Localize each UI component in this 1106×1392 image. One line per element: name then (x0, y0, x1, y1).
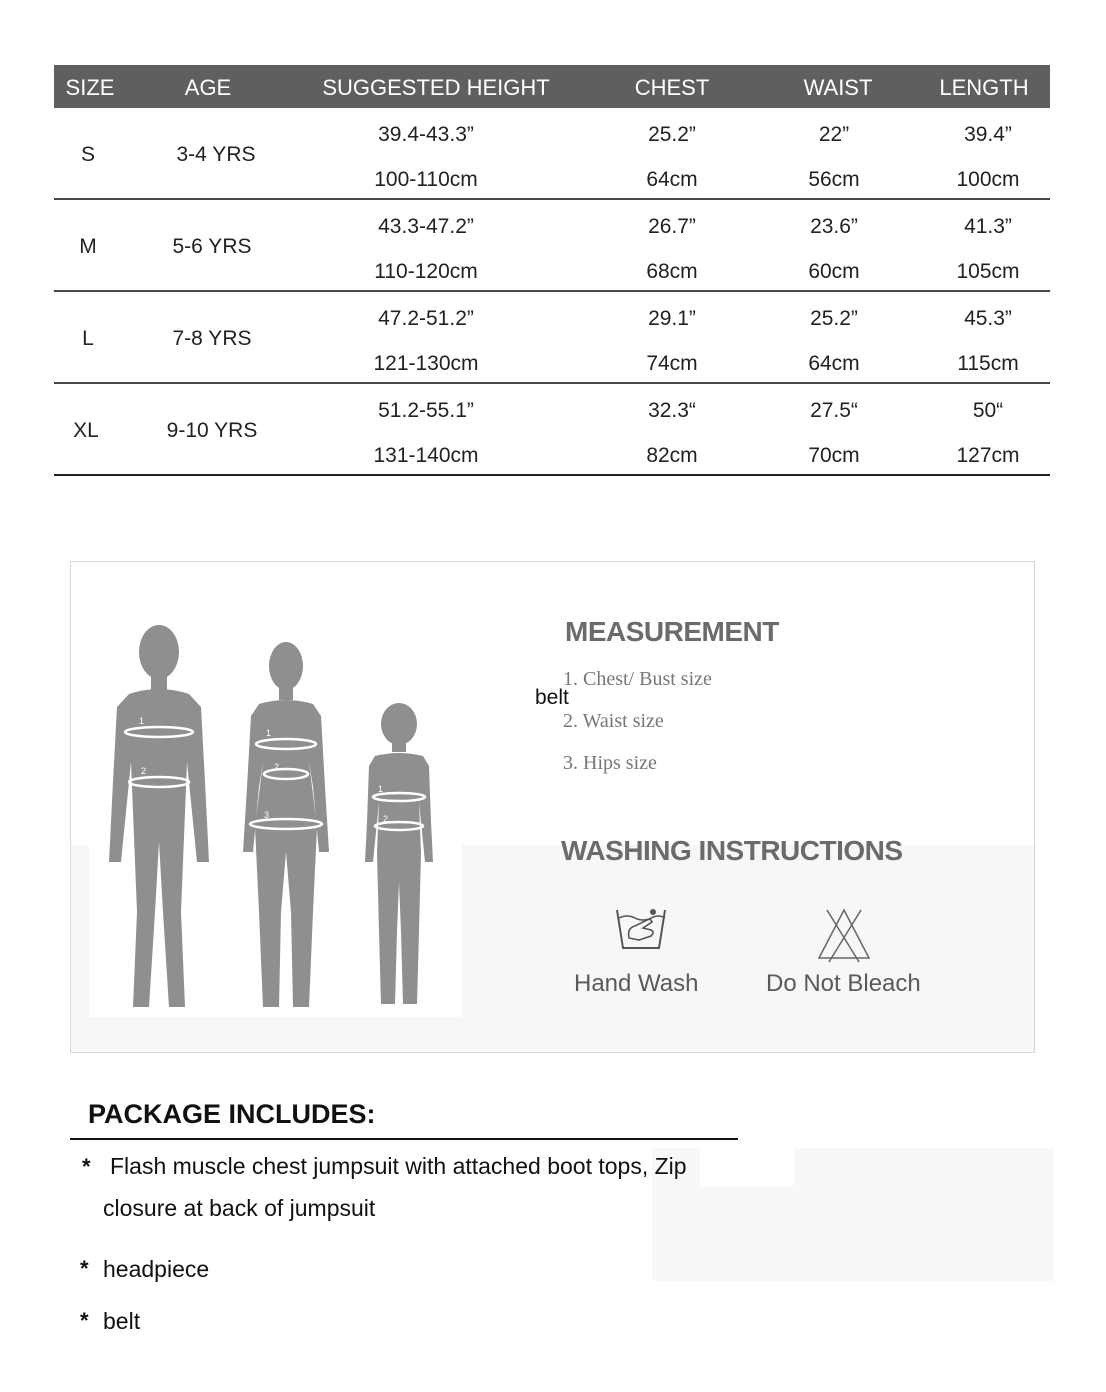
measurement-title: MEASUREMENT (565, 616, 779, 647)
header-age: AGE (184, 75, 232, 100)
cell-height-cm: 131-140cm (373, 444, 479, 467)
background-patch (700, 1148, 794, 1186)
package-item: Flash muscle chest jumpsuit with attached boot tops, Zip (110, 1153, 687, 1179)
cell-age: 5-6 YRS (172, 235, 252, 258)
header-height: SUGGESTED HEIGHT (322, 75, 550, 100)
cell-age: 7-8 YRS (172, 327, 252, 350)
bullet-icon: * (80, 1256, 89, 1281)
cell-chest-cm: 68cm (646, 260, 698, 283)
table-row (54, 200, 1050, 292)
mark-label: 2 (383, 814, 389, 824)
cell-length-cm: 115cm (957, 352, 1019, 375)
cell-length-in: 41.3” (964, 215, 1012, 238)
package-divider (70, 1138, 738, 1140)
cell-age: 3-4 YRS (176, 143, 256, 166)
cell-waist-in: 25.2” (810, 307, 858, 330)
cell-size: M (79, 235, 97, 258)
cell-height-in: 39.4-43.3” (378, 123, 474, 146)
mark-label: 1 (378, 784, 384, 794)
mark-label: 1 (139, 716, 145, 726)
cell-height-cm: 121-130cm (373, 352, 479, 375)
cell-waist-cm: 60cm (808, 260, 860, 283)
package-item: belt (103, 1308, 141, 1334)
cell-height-in: 51.2-55.1” (378, 399, 474, 422)
cell-waist-cm: 70cm (808, 444, 860, 467)
woman-silhouette-icon (243, 642, 329, 1007)
cell-height-cm: 100-110cm (374, 168, 478, 191)
hand-wash-icon (613, 904, 669, 952)
mark-label: 2 (274, 762, 280, 772)
header-size: SIZE (65, 75, 115, 100)
cell-waist-in: 22” (818, 123, 850, 146)
cell-age: 9-10 YRS (166, 419, 258, 442)
bullet-icon: * (82, 1154, 91, 1179)
cell-length-cm: 100cm (956, 168, 1020, 191)
package-item-continued: closure at back of jumpsuit (103, 1195, 376, 1221)
cell-chest-in: 26.7” (648, 215, 696, 238)
cell-chest-in: 32.3“ (648, 399, 696, 422)
mark-label: 1 (266, 728, 272, 738)
size-table-header (54, 65, 1050, 108)
table-row (54, 384, 1050, 476)
header-chest: CHEST (634, 75, 710, 100)
man-silhouette-icon (109, 625, 209, 1007)
cell-length-in: 39.4” (964, 123, 1012, 146)
mark-label: 2 (141, 766, 147, 776)
cell-size: XL (73, 419, 99, 442)
measurement-panel (70, 561, 1035, 1053)
washing-title: WASHING INSTRUCTIONS (561, 835, 903, 866)
package-title: PACKAGE INCLUDES: (88, 1099, 376, 1129)
cell-length-in: 45.3” (964, 307, 1012, 330)
cell-waist-cm: 64cm (808, 352, 860, 375)
mark-label: 3 (264, 810, 270, 820)
header-length: LENGTH (939, 75, 1029, 100)
cell-size: L (82, 327, 94, 350)
measurement-item: 2. Waist size (563, 710, 664, 732)
body-figures-illustration (89, 612, 462, 1017)
package-item: headpiece (103, 1256, 210, 1282)
table-row (54, 292, 1050, 384)
cell-length-cm: 105cm (956, 260, 1020, 283)
cell-waist-in: 27.5“ (810, 399, 858, 422)
cell-waist-in: 23.6” (810, 215, 858, 238)
do-not-bleach-icon (815, 906, 873, 964)
table-row (54, 108, 1050, 200)
cell-chest-in: 29.1” (648, 307, 696, 330)
body-silhouettes-icon (89, 612, 462, 1017)
child-silhouette-icon (365, 703, 433, 1004)
cell-height-in: 43.3-47.2” (378, 215, 474, 238)
measurement-item: 3. Hips size (563, 752, 657, 774)
do-not-bleach-label: Do Not Bleach (766, 970, 921, 997)
stray-text-label: belt (535, 686, 569, 709)
hand-wash-label: Hand Wash (574, 970, 699, 997)
cell-length-in: 50“ (972, 399, 1004, 422)
cell-chest-cm: 64cm (646, 168, 698, 191)
cell-chest-in: 25.2” (648, 123, 696, 146)
cell-height-in: 47.2-51.2” (378, 307, 474, 330)
header-waist: WAIST (803, 75, 873, 100)
cell-chest-cm: 74cm (646, 352, 698, 375)
bullet-icon: * (80, 1308, 89, 1333)
cell-height-cm: 110-120cm (374, 260, 478, 283)
cell-chest-cm: 82cm (646, 444, 698, 467)
cell-length-cm: 127cm (956, 444, 1020, 467)
measurement-item: 1. Chest/ Bust size (563, 668, 712, 690)
cell-size: S (80, 143, 96, 166)
size-table (54, 65, 1050, 476)
cell-waist-cm: 56cm (808, 168, 860, 191)
